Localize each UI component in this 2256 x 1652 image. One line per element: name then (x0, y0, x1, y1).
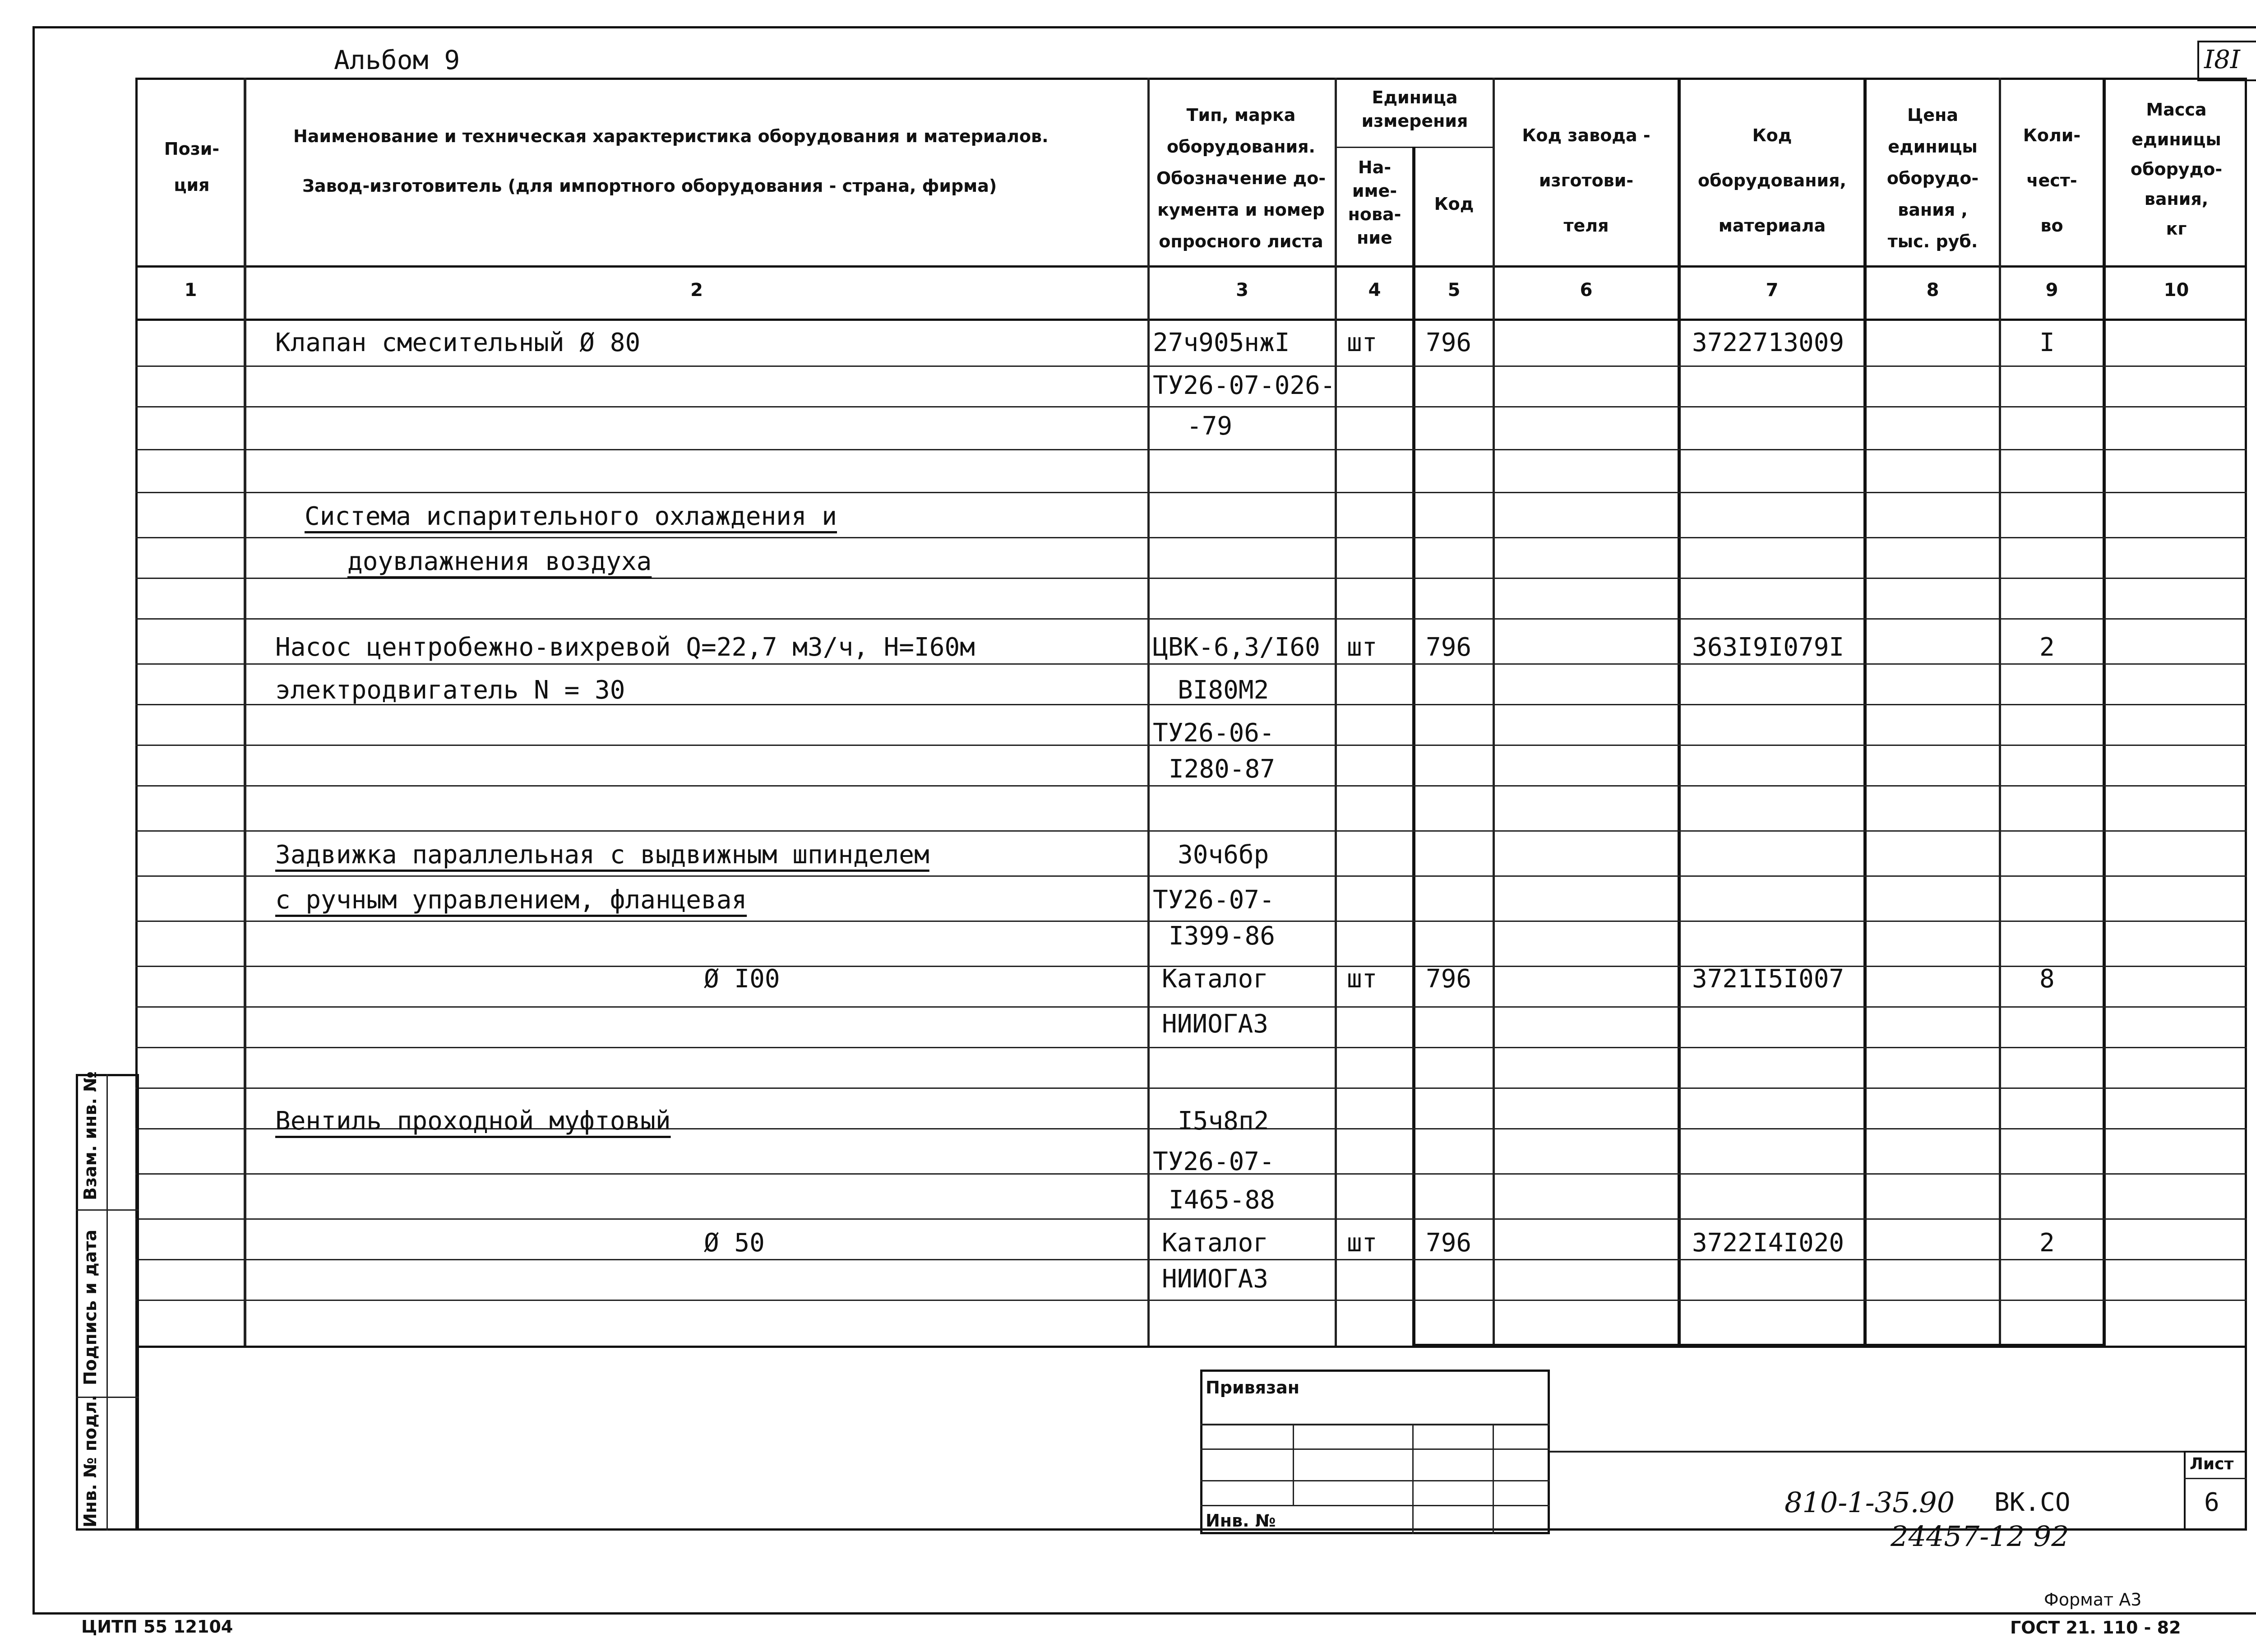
footer-left: ЦИТП 55 12104 (81, 1617, 233, 1637)
row-line (135, 1087, 2247, 1089)
header-unit-name: На- име- нова- ние (1348, 157, 1401, 248)
row-equip-code: 3721I5I007 (1692, 964, 1845, 994)
column-number: 9 (2045, 280, 2058, 301)
header-mass: Масса единицы оборудо- вания, кг (2130, 100, 2223, 239)
col-line-1 (244, 78, 246, 1346)
row-line (135, 875, 2247, 877)
row-name: Ø 50 (704, 1228, 765, 1258)
side-label-inv-podl: Инв. № подл. (80, 1394, 100, 1527)
row-line (135, 785, 2247, 787)
col-line-8 (1999, 78, 2001, 1346)
row-line (135, 1047, 2247, 1048)
row-line (135, 578, 2247, 579)
header-factory-code: Код завода - изготови- теля (1522, 125, 1650, 236)
privyazan-line1 (1200, 1424, 1550, 1425)
sheet-label: Лист (2190, 1455, 2234, 1473)
row-type: 27ч905нжI (1153, 328, 1290, 357)
privyazan-v2 (1412, 1424, 1414, 1534)
col-line-3 (1335, 78, 1337, 1346)
row-type: Каталог (1162, 1228, 1269, 1258)
row-line (135, 492, 2247, 493)
col-line-4 (1412, 147, 1415, 1346)
row-qty: 2 (2039, 633, 2055, 662)
row-type: I5ч8п2 (1178, 1106, 1269, 1136)
header-name-line2: Завод-изготовитель (для импортного оборудования - страна, фирма) (302, 176, 997, 196)
row-name: Насос центробежно-вихревой Q=22,7 м3/ч, Н=I60м (275, 633, 975, 662)
privyazan-line3 (1200, 1480, 1550, 1481)
column-number: 8 (1926, 280, 1939, 301)
row-name: Клапан смесительный Ø 80 (275, 328, 641, 357)
column-number: 2 (690, 280, 703, 301)
row-code: 796 (1426, 964, 1472, 994)
col-line-5 (1493, 78, 1495, 1346)
row-type: ТУ26-07- (1153, 1147, 1275, 1176)
row-type: -79 (1187, 412, 1233, 441)
row-qty: 2 (2039, 1228, 2055, 1258)
row-type: I280-87 (1169, 754, 1276, 784)
sheet-number: 6 (2204, 1488, 2219, 1517)
row-unit: шт (1347, 964, 1378, 994)
row-type: I465-88 (1169, 1185, 1276, 1215)
row-type: НИИОГАЗ (1162, 1009, 1269, 1039)
row-qty: 8 (2039, 964, 2055, 994)
column-number: 10 (2164, 280, 2189, 301)
column-number: 6 (1580, 280, 1593, 301)
row-equip-code: 363I9I079I (1692, 633, 1845, 662)
header-unit-code: Код (1434, 194, 1474, 214)
privyazan-v1 (1293, 1424, 1294, 1505)
row-type: ТУ26-07- (1153, 885, 1275, 915)
row-code: 796 (1426, 328, 1472, 357)
col-line-9 (2103, 78, 2106, 1346)
header-name-line1: Наименование и техническая характеристика оборудования и материалов. (293, 126, 1049, 146)
album-label: Альбом 9 (334, 45, 460, 75)
row-type: ТУ26-07-026- (1153, 371, 1336, 400)
inv-no-label: Инв. № (1206, 1511, 1276, 1531)
row-type: BI80M2 (1178, 676, 1269, 705)
header-type: Тип, марка оборудования. Обозначение до- кумента и номер опросного листа (1156, 105, 1326, 251)
handwritten-number: 24457-12 92 (1891, 1520, 2069, 1553)
row-type: 30ч6бр (1178, 840, 1269, 870)
header-unit-group: Единица измерения (1361, 88, 1468, 131)
row-equip-code: 372271З009 (1692, 328, 1845, 357)
row-unit: шт (1347, 1228, 1378, 1258)
row-line (135, 1300, 2247, 1301)
row-type: I399-86 (1169, 921, 1276, 951)
row-type: Каталог (1162, 964, 1269, 994)
footer-gost: ГОСТ 21. 110 - 82 (2010, 1618, 2181, 1638)
row-type: ЦВК-6,3/I60 (1153, 633, 1320, 662)
doc-code: 810-1-35.90 (1784, 1486, 1955, 1519)
side-label-podpis: Подпись и дата (80, 1229, 100, 1385)
doc-suffix: ВК.СО (1994, 1488, 2071, 1517)
stamp-right-line (1550, 1451, 2247, 1453)
col-line-2 (1147, 78, 1150, 1346)
column-number: 7 (1766, 280, 1779, 301)
row-line (135, 449, 2247, 450)
row-equip-code: 3722I4I020 (1692, 1228, 1845, 1258)
column-number: 5 (1447, 280, 1461, 301)
row-unit: шт (1347, 633, 1378, 662)
column-number: 3 (1236, 280, 1248, 301)
row-name: с ручным управлением, фланцевая (275, 885, 747, 915)
column-number: 4 (1368, 280, 1381, 301)
row-line (135, 366, 2247, 367)
page-number: I8I (2204, 45, 2240, 74)
row-line (135, 663, 2247, 665)
row-qty: I (2039, 328, 2055, 357)
row-name: Задвижка параллельная с выдвижным шпинделем (275, 840, 929, 870)
side-strip-divider (106, 1074, 108, 1531)
header-quantity: Коли- чест- во (2023, 125, 2081, 236)
privyazan-line2 (1200, 1448, 1550, 1450)
row-name: Система испарительного охлаждения и (305, 502, 837, 531)
row-line (135, 406, 2247, 407)
col-line-7 (1863, 78, 1867, 1346)
row-name: доувлажнения воздуха (347, 547, 652, 576)
row-name: Вентиль проходной муфтовый (275, 1106, 671, 1136)
row-code: 796 (1426, 633, 1472, 662)
privyazan-label: Привязан (1206, 1378, 1300, 1397)
row-name: Ø I00 (704, 964, 780, 994)
column-number: 1 (184, 280, 197, 301)
row-line (135, 1218, 2247, 1220)
row-line (135, 537, 2247, 538)
header-equip-code: Код оборудования, материала (1698, 125, 1846, 236)
stamp-top-line (135, 1346, 2247, 1348)
row-line (135, 830, 2247, 832)
row-type: ТУ26-06- (1153, 718, 1275, 748)
row-line (135, 618, 2247, 620)
col-line-6 (1678, 78, 1681, 1346)
row-line (135, 1006, 2247, 1008)
row-code: 796 (1426, 1228, 1472, 1258)
row-unit: шт (1347, 328, 1378, 357)
header-position: Пози- ция (164, 139, 220, 195)
privyazan-v3 (1493, 1424, 1494, 1534)
colnum-bottom-line (135, 319, 2247, 321)
header-price: Цена единицы оборудо- вания , тыс. руб. (1886, 105, 1979, 251)
row-type: НИИОГАЗ (1162, 1264, 1269, 1294)
header-bottom-line (135, 265, 2247, 268)
footer-format: Формат А3 (2044, 1590, 2142, 1610)
row-name: электродвигатель N = 30 (275, 676, 625, 705)
row-line (135, 1259, 2247, 1260)
side-label-vzam: Взам. инв. № (80, 1071, 100, 1200)
side-strip-line1 (76, 1209, 139, 1211)
